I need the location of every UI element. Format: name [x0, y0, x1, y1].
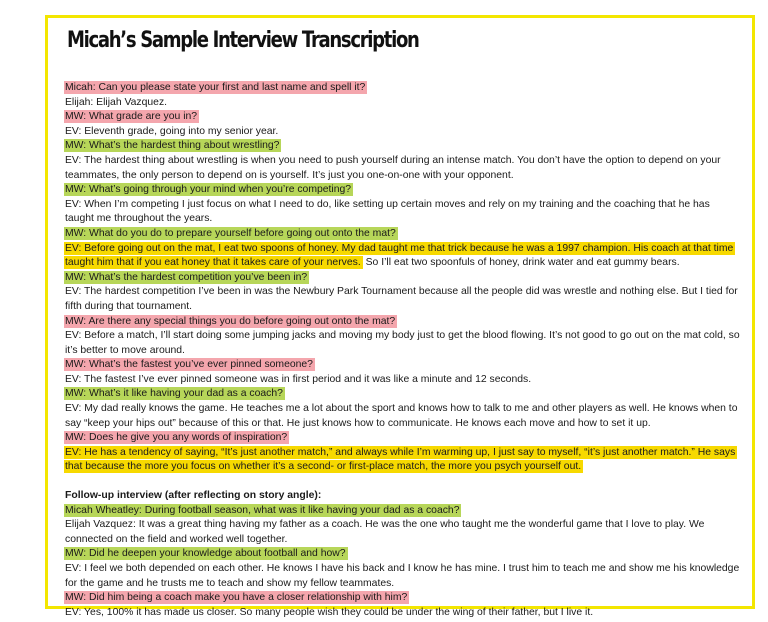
line-text: EV: I feel we both depended on each other. He knows I have his back and I know he has mine. I trust him to teach me and show me his knowledge for the game and he trusts me to teach and show my fellow teammates. [65, 563, 740, 589]
question-line [65, 547, 740, 562]
question-line [65, 358, 740, 373]
followup-section [65, 504, 740, 621]
answer-line [65, 518, 740, 547]
pink-highlighted-text: Micah: Can you please state your first and last name and spell it? [65, 82, 366, 93]
line-text: Elijah Vazquez: It was a great thing having my father as a coach. He was the one who taught me the wonderful game that I love to play. We connected on the field and worked well together. [65, 519, 705, 545]
line-text: EV: When I’m competing I just focus on what I need to do, like setting up certain moves and rely on my training and the coaching that he has taught me throughout the years. [65, 198, 710, 225]
answer-line [65, 96, 740, 111]
question-line [65, 139, 740, 154]
pink-highlighted-text: MW: What’s the fastest you’ve ever pinned someone? [65, 359, 313, 371]
green-highlighted-text: Micah Wheatley: During football season, what was it like having your dad as a coach? [65, 504, 460, 516]
question-line [65, 183, 740, 198]
line-text: EV: The fastest I’ve ever pinned someone was in first period and it was like a minute and 12 seconds. [65, 373, 532, 385]
line-text: EV: The hardest thing about wrestling is when you need to push yourself during an intense match. You don’t have the option to depend on your teammates, the only person to depend on is yourself. It’s just you one-on-one with your opponent. [65, 154, 721, 181]
line-text: EV: My dad really knows the game. He teaches me a lot about the sport and knows how to talk to me and other players as well. He knows when to say “keep your hips out” because of this or that. He just knows how to communicate. He knows each move and how to set it up. [65, 403, 738, 429]
question-line [65, 591, 740, 606]
section-spacer [65, 475, 740, 489]
question-line [65, 431, 740, 446]
line-text-tail: So I’ll eat two spoonfuls of honey, drink water and eat gummy bears. [362, 257, 680, 269]
question-line [65, 227, 740, 242]
pink-highlighted-text: MW: Does he give you any words of inspiration? [65, 432, 288, 444]
answer-line [65, 125, 740, 140]
answer-line [65, 606, 740, 621]
followup-header: Follow-up interview (after reflecting on story angle): [65, 490, 322, 502]
transcript [65, 81, 740, 620]
yellow-highlighted-text: EV: Before going out on the mat, I eat two spoons of honey. My dad taught me that trick because he was a 1997 champion. His coach at that time taught him that if you eat honey that it takes care of your nerves. [65, 242, 734, 269]
line-text: Elijah: Elijah Vazquez. [65, 96, 168, 108]
answer-line [65, 198, 740, 227]
answer-line [65, 402, 740, 431]
page-frame-right-edge [752, 15, 755, 609]
question-line [65, 504, 740, 519]
answer-line [65, 373, 740, 388]
green-highlighted-text: MW: Did he deepen your knowledge about football and how? [65, 548, 346, 560]
question-line [65, 387, 740, 402]
question-line [65, 271, 740, 286]
pink-highlighted-text: MW: Did him being a coach make you have a closer relationship with him? [65, 592, 408, 604]
answer-line [65, 285, 740, 314]
answer-line [65, 446, 740, 475]
line-text: EV: Before a match, I’ll start doing some jumping jacks and moving my body just to get the blood flowing. It’s not good to go out on the mat cold, so it’s better to move around. [65, 330, 740, 356]
question-line [65, 315, 740, 330]
green-highlighted-text: MW: What’s the hardest thing about wrestling? [65, 140, 280, 152]
question-line [65, 81, 740, 96]
page-title: Micah’s Sample Interview Transcription [67, 28, 419, 53]
green-highlighted-text: MW: What’s it like having your dad as a coach? [65, 388, 283, 400]
answer-line [65, 242, 740, 271]
interview-section [65, 81, 740, 475]
line-text: EV: The hardest competition I’ve been in was the Newbury Park Tournament because all the people did was wrestle and nothing else. But I tied for fifth during that tournament. [65, 286, 738, 312]
pink-highlighted-text: MW: Are there any special things you do before going out onto the mat? [65, 315, 396, 327]
question-line [65, 110, 740, 125]
answer-line [65, 562, 740, 591]
yellow-highlighted-text: EV: He has a tendency of saying, “It’s just another match,” and always while I’m warming up, I just say to myself, “it’s just another match.” He says that because the more you focus on whether it’s a second- or first-place match, the more you psych yourself out. [65, 446, 736, 473]
green-highlighted-text: MW: What’s the hardest competition you’ve been in? [65, 271, 308, 283]
answer-line [65, 329, 740, 358]
line-text: EV: Yes, 100% it has made us closer. So many people wish they could be under the wing of their father, but I live it. [65, 606, 594, 618]
green-highlighted-text: MW: What do you do to prepare yourself before going out onto the mat? [65, 227, 396, 239]
answer-line [65, 154, 740, 183]
green-highlighted-text: MW: What’s going through your mind when you’re competing? [65, 184, 352, 196]
line-text: EV: Eleventh grade, going into my senior year. [65, 125, 279, 137]
pink-highlighted-text: MW: What grade are you in? [65, 111, 198, 123]
